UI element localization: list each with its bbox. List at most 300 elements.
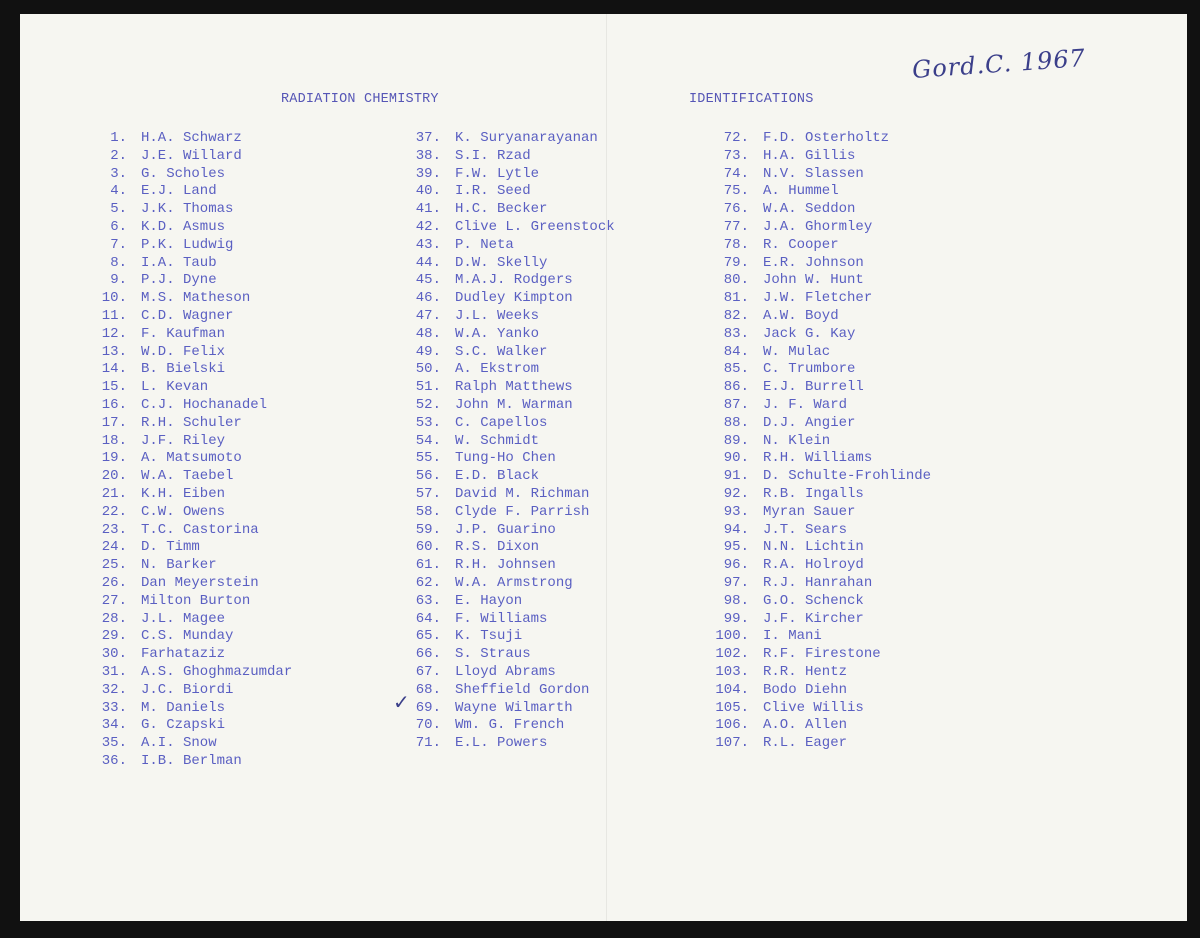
list-item-number: 78. <box>723 236 749 253</box>
list-item-number: 25. <box>101 557 127 574</box>
list-item-number: 106. <box>715 717 749 734</box>
list-item-number: 11. <box>101 307 127 324</box>
list-item-number: 64. <box>415 610 441 627</box>
list-item <box>711 539 931 557</box>
list-item-number: 86. <box>723 379 749 396</box>
list-item-name: A.W. Boyd <box>763 307 839 324</box>
list-item <box>711 219 931 237</box>
list-item-number: 5. <box>110 201 127 218</box>
list-item-name: E. Hayon <box>455 592 523 609</box>
list-item <box>711 326 931 344</box>
list-item <box>711 593 931 611</box>
list-item-name: Clyde F. Parrish <box>455 503 590 520</box>
list-item <box>403 308 615 326</box>
list-item-name: R.H. Williams <box>763 450 873 467</box>
list-item <box>403 130 615 148</box>
name-list-column-2 <box>403 130 615 753</box>
list-item <box>85 735 292 753</box>
list-item-number: 13. <box>101 343 127 360</box>
list-item <box>403 201 615 219</box>
list-item <box>85 646 292 664</box>
list-item <box>711 450 931 468</box>
list-item-name: R.S. Dixon <box>455 539 540 556</box>
list-item-number: 1. <box>110 130 127 146</box>
list-item-name: A. Matsumoto <box>141 450 242 467</box>
list-item <box>403 326 615 344</box>
list-item-name: E.J. Land <box>141 183 217 200</box>
name-list-column-1 <box>85 130 292 771</box>
list-item-name: David M. Richman <box>455 485 590 502</box>
list-item-number: 90. <box>723 450 749 467</box>
list-item-name: Wayne Wilmarth <box>455 699 573 716</box>
list-item-number: 61. <box>415 557 441 574</box>
list-item <box>403 397 615 415</box>
list-item-name: W. Mulac <box>763 343 831 360</box>
list-item-name: Farhataziz <box>141 646 226 663</box>
list-item <box>403 379 615 397</box>
list-item <box>711 682 931 700</box>
list-item-number: 4. <box>110 183 127 200</box>
list-item-name: I.B. Berlman <box>141 752 242 769</box>
list-item-name: H.C. Becker <box>455 201 548 218</box>
list-item-name: J.T. Sears <box>763 521 848 538</box>
list-item-number: 49. <box>415 343 441 360</box>
list-item <box>711 486 931 504</box>
list-item <box>85 415 292 433</box>
list-item-number: 30. <box>101 646 127 663</box>
list-item-number: 66. <box>415 646 441 663</box>
list-item-name: Dudley Kimpton <box>455 290 573 307</box>
list-item <box>403 272 615 290</box>
list-item-number: 44. <box>415 254 441 271</box>
list-item-number: 94. <box>723 521 749 538</box>
list-item-number: 65. <box>415 628 441 645</box>
list-item-number: 75. <box>723 183 749 200</box>
list-item <box>711 344 931 362</box>
name-list-column-3 <box>711 130 931 753</box>
list-item <box>85 700 292 718</box>
list-item <box>711 433 931 451</box>
list-item-name: A.I. Snow <box>141 735 217 752</box>
list-item-name: W. Schmidt <box>455 432 540 449</box>
list-item-name: K.H. Eiben <box>141 485 226 502</box>
list-item <box>403 557 615 575</box>
list-item-number: 104. <box>715 681 749 698</box>
list-item-name: K. Tsuji <box>455 628 523 645</box>
list-item-number: 87. <box>723 396 749 413</box>
list-item-name: A. Hummel <box>763 183 839 200</box>
list-item-name: J.L. Magee <box>141 610 226 627</box>
list-item-number: 8. <box>110 254 127 271</box>
list-item-name: Wm. G. French <box>455 717 565 734</box>
list-item-number: 77. <box>723 218 749 235</box>
list-item-name: C.W. Owens <box>141 503 226 520</box>
list-item <box>85 326 292 344</box>
list-item <box>403 575 615 593</box>
list-item-name: D.W. Skelly <box>455 254 548 271</box>
list-item <box>711 130 931 148</box>
list-item-number: 76. <box>723 201 749 218</box>
list-item-name: A.O. Allen <box>763 717 848 734</box>
list-item-number: 3. <box>110 165 127 182</box>
list-item <box>403 433 615 451</box>
list-item-name: J.E. Willard <box>141 147 242 164</box>
list-item-name: A.S. Ghoghmazumdar <box>141 663 293 680</box>
list-item-name: C.S. Munday <box>141 628 234 645</box>
list-item-name: W.D. Felix <box>141 343 226 360</box>
list-item-name: J. F. Ward <box>763 396 848 413</box>
list-item-number: 26. <box>101 574 127 591</box>
list-item <box>85 237 292 255</box>
list-item <box>711 272 931 290</box>
list-item-number: 9. <box>110 272 127 289</box>
list-item <box>403 504 615 522</box>
list-item <box>711 717 931 735</box>
list-item <box>85 344 292 362</box>
list-item <box>711 664 931 682</box>
list-item <box>711 237 931 255</box>
list-item-number: 82. <box>723 307 749 324</box>
list-item <box>403 717 615 735</box>
list-item-number: 105. <box>715 699 749 716</box>
list-item-number: 31. <box>101 663 127 680</box>
list-item-number: 79. <box>723 254 749 271</box>
list-item <box>711 646 931 664</box>
list-item-number: 68. <box>415 681 441 698</box>
list-item <box>403 148 615 166</box>
list-item-name: J.A. Ghormley <box>763 218 873 235</box>
list-item-name: R.H. Schuler <box>141 414 242 431</box>
list-item-name: R.R. Hentz <box>763 663 848 680</box>
list-item-name: R.B. Ingalls <box>763 485 864 502</box>
list-item-name: B. Bielski <box>141 361 226 378</box>
list-item <box>403 611 615 629</box>
list-item-number: 55. <box>415 450 441 467</box>
list-item-number: 58. <box>415 503 441 520</box>
list-item-number: 84. <box>723 343 749 360</box>
list-item <box>403 664 615 682</box>
list-item-number: 88. <box>723 414 749 431</box>
list-item-name: J.P. Guarino <box>455 521 556 538</box>
list-item <box>403 344 615 362</box>
list-item <box>711 557 931 575</box>
list-item <box>85 611 292 629</box>
list-item <box>711 308 931 326</box>
list-item-number: 28. <box>101 610 127 627</box>
list-item-name: F.W. Lytle <box>455 165 540 182</box>
list-item-name: Clive Willis <box>763 699 864 716</box>
list-item-name: A. Ekstrom <box>455 361 540 378</box>
list-item-number: 10. <box>101 290 127 307</box>
list-item-number: 27. <box>101 592 127 609</box>
list-item <box>85 717 292 735</box>
list-item <box>403 646 615 664</box>
list-item-number: 15. <box>101 379 127 396</box>
list-item-number: 73. <box>723 147 749 164</box>
list-item-number: 35. <box>101 735 127 752</box>
list-item <box>85 290 292 308</box>
list-item-number: 92. <box>723 485 749 502</box>
list-item <box>711 290 931 308</box>
list-item-name: R.L. Eager <box>763 735 848 752</box>
list-item-number: 48. <box>415 325 441 342</box>
list-item <box>85 593 292 611</box>
list-item-name: C.J. Hochanadel <box>141 396 268 413</box>
list-item-name: Jack G. Kay <box>763 325 856 342</box>
list-item-number: 54. <box>415 432 441 449</box>
list-item-number: 20. <box>101 468 127 485</box>
list-item-name: D. Schulte-Frohlinde <box>763 468 932 485</box>
list-item <box>711 735 931 753</box>
list-item-number: 19. <box>101 450 127 467</box>
list-item <box>85 201 292 219</box>
list-item-name: D.J. Angier <box>763 414 856 431</box>
list-item <box>85 628 292 646</box>
list-item-number: 93. <box>723 503 749 520</box>
list-item-number: 16. <box>101 396 127 413</box>
list-item-number: 40. <box>415 183 441 200</box>
list-item-name: K.D. Asmus <box>141 218 226 235</box>
list-item-name: L. Kevan <box>141 379 209 396</box>
list-item-name: M.A.J. Rodgers <box>455 272 573 289</box>
list-item <box>403 522 615 540</box>
list-item <box>403 219 615 237</box>
list-item-name: Dan Meyerstein <box>141 574 259 591</box>
list-item-name: F. Kaufman <box>141 325 226 342</box>
list-item <box>85 272 292 290</box>
list-item-number: 72. <box>723 130 749 146</box>
list-item <box>711 183 931 201</box>
list-item-name: Ralph Matthews <box>455 379 573 396</box>
list-item <box>403 628 615 646</box>
list-item <box>711 255 931 273</box>
list-item <box>85 522 292 540</box>
list-item-number: 45. <box>415 272 441 289</box>
list-item-number: 33. <box>101 699 127 716</box>
list-item <box>85 575 292 593</box>
list-item-name: Lloyd Abrams <box>455 663 556 680</box>
list-item-name: Milton Burton <box>141 592 251 609</box>
list-item-name: E.D. Black <box>455 468 540 485</box>
list-item-number: 36. <box>101 752 127 769</box>
list-item-name: P.K. Ludwig <box>141 236 234 253</box>
list-item-number: 60. <box>415 539 441 556</box>
list-item <box>85 664 292 682</box>
list-item-number: 24. <box>101 539 127 556</box>
list-item <box>85 682 292 700</box>
list-item-number: 100. <box>715 628 749 645</box>
list-item-number: 52. <box>415 396 441 413</box>
list-item-name: Clive L. Greenstock <box>455 218 615 235</box>
list-item <box>403 486 615 504</box>
list-item-name: Sheffield Gordon <box>455 681 590 698</box>
list-item-number: 22. <box>101 503 127 520</box>
list-item-name: E.R. Johnson <box>763 254 864 271</box>
list-item-number: 12. <box>101 325 127 342</box>
list-item-name: John M. Warman <box>455 396 573 413</box>
list-item-number: 38. <box>415 147 441 164</box>
list-item-number: 37. <box>415 130 441 146</box>
list-item-name: J.C. Biordi <box>141 681 234 698</box>
list-item <box>85 397 292 415</box>
list-item-name: R. Cooper <box>763 236 839 253</box>
list-item-number: 18. <box>101 432 127 449</box>
list-item-name: Myran Sauer <box>763 503 856 520</box>
list-item-number: 69. <box>415 699 441 716</box>
list-item-number: 103. <box>715 663 749 680</box>
list-item-number: 71. <box>415 735 441 752</box>
list-item-name: Bodo Diehn <box>763 681 848 698</box>
list-item <box>85 183 292 201</box>
list-item-name: R.H. Johnsen <box>455 557 556 574</box>
list-item-name: S.I. Rzad <box>455 147 531 164</box>
list-item <box>85 361 292 379</box>
list-item-name: M.S. Matheson <box>141 290 251 307</box>
handwritten-note: Gord.C. 1967 <box>911 43 1087 85</box>
list-item-name: J.W. Fletcher <box>763 290 873 307</box>
list-item-name: P. Neta <box>455 236 514 253</box>
list-item-name: F. Williams <box>455 610 548 627</box>
list-item <box>711 504 931 522</box>
list-item-number: 102. <box>715 646 749 663</box>
list-item-number: 56. <box>415 468 441 485</box>
list-item-name: J.F. Riley <box>141 432 226 449</box>
list-item <box>711 148 931 166</box>
list-item <box>711 397 931 415</box>
list-item-number: 74. <box>723 165 749 182</box>
list-item <box>85 539 292 557</box>
list-item-name: C. Trumbore <box>763 361 856 378</box>
list-item-number: 2. <box>110 147 127 164</box>
list-item-number: 62. <box>415 574 441 591</box>
list-item-number: 7. <box>110 236 127 253</box>
list-item <box>403 166 615 184</box>
list-item <box>85 450 292 468</box>
list-item <box>85 753 292 771</box>
list-item-number: 107. <box>715 735 749 752</box>
list-item-number: 95. <box>723 539 749 556</box>
list-item-name: G.O. Schenck <box>763 592 864 609</box>
list-item-name: D. Timm <box>141 539 200 556</box>
list-item-name: Tung-Ho Chen <box>455 450 556 467</box>
list-item <box>85 486 292 504</box>
list-item-number: 46. <box>415 290 441 307</box>
list-item <box>85 219 292 237</box>
list-item <box>403 682 615 700</box>
list-item-name: I.R. Seed <box>455 183 531 200</box>
list-item <box>85 504 292 522</box>
list-item-name: P.J. Dyne <box>141 272 217 289</box>
list-item-name: H.A. Gillis <box>763 147 856 164</box>
list-item-name: T.C. Castorina <box>141 521 259 538</box>
list-item-name: S. Straus <box>455 646 531 663</box>
list-item-number: 17. <box>101 414 127 431</box>
checkmark-icon: ✓ <box>393 690 410 714</box>
list-item-number: 39. <box>415 165 441 182</box>
list-item <box>711 468 931 486</box>
list-item-name: John W. Hunt <box>763 272 864 289</box>
list-item-number: 23. <box>101 521 127 538</box>
list-item-name: K. Suryanarayanan <box>455 130 598 146</box>
list-item-number: 63. <box>415 592 441 609</box>
heading-radiation-chemistry: RADIATION CHEMISTRY <box>281 92 439 107</box>
list-item <box>403 593 615 611</box>
list-item-number: 51. <box>415 379 441 396</box>
list-item-name: G. Scholes <box>141 165 226 182</box>
list-item-name: S.C. Walker <box>455 343 548 360</box>
list-item-number: 98. <box>723 592 749 609</box>
list-item-number: 57. <box>415 485 441 502</box>
list-item-name: F.D. Osterholtz <box>763 130 890 146</box>
list-item-number: 85. <box>723 361 749 378</box>
list-item <box>403 415 615 433</box>
list-item-number: 42. <box>415 218 441 235</box>
list-item-name: N. Klein <box>763 432 831 449</box>
list-item-number: 43. <box>415 236 441 253</box>
list-item-number: 50. <box>415 361 441 378</box>
list-item-name: W.A. Seddon <box>763 201 856 218</box>
list-item-name: I. Mani <box>763 628 822 645</box>
list-item <box>403 361 615 379</box>
list-item-name: R.F. Firestone <box>763 646 881 663</box>
list-item <box>403 183 615 201</box>
list-item-number: 97. <box>723 574 749 591</box>
heading-identifications: IDENTIFICATIONS <box>689 92 814 107</box>
list-item-name: W.A. Armstrong <box>455 574 573 591</box>
list-item-name: R.A. Holroyd <box>763 557 864 574</box>
list-item-name: E.J. Burrell <box>763 379 864 396</box>
list-item <box>711 575 931 593</box>
list-item-name: I.A. Taub <box>141 254 217 271</box>
list-item <box>403 237 615 255</box>
list-item-name: W.A. Taebel <box>141 468 234 485</box>
list-item-number: 80. <box>723 272 749 289</box>
list-item-number: 6. <box>110 218 127 235</box>
list-item <box>403 539 615 557</box>
list-item-number: 83. <box>723 325 749 342</box>
list-item <box>403 290 615 308</box>
list-item-name: M. Daniels <box>141 699 226 716</box>
list-item-number: 29. <box>101 628 127 645</box>
list-item <box>403 700 615 718</box>
list-item <box>403 468 615 486</box>
list-item-number: 91. <box>723 468 749 485</box>
list-item <box>85 130 292 148</box>
list-item-name: J.F. Kircher <box>763 610 864 627</box>
list-item-name: J.L. Weeks <box>455 307 540 324</box>
list-item <box>85 433 292 451</box>
list-item <box>85 557 292 575</box>
list-item <box>711 201 931 219</box>
list-item-name: N. Barker <box>141 557 217 574</box>
list-item <box>711 628 931 646</box>
list-item <box>85 468 292 486</box>
list-item-number: 47. <box>415 307 441 324</box>
list-item-number: 67. <box>415 663 441 680</box>
list-item <box>403 450 615 468</box>
list-item <box>85 308 292 326</box>
list-item <box>711 700 931 718</box>
list-item <box>85 379 292 397</box>
list-item-name: R.J. Hanrahan <box>763 574 873 591</box>
list-item <box>85 255 292 273</box>
list-item-name: C.D. Wagner <box>141 307 234 324</box>
list-item <box>711 415 931 433</box>
list-item <box>711 522 931 540</box>
list-item-name: C. Capellos <box>455 414 548 431</box>
list-item-number: 59. <box>415 521 441 538</box>
list-item-name: W.A. Yanko <box>455 325 540 342</box>
